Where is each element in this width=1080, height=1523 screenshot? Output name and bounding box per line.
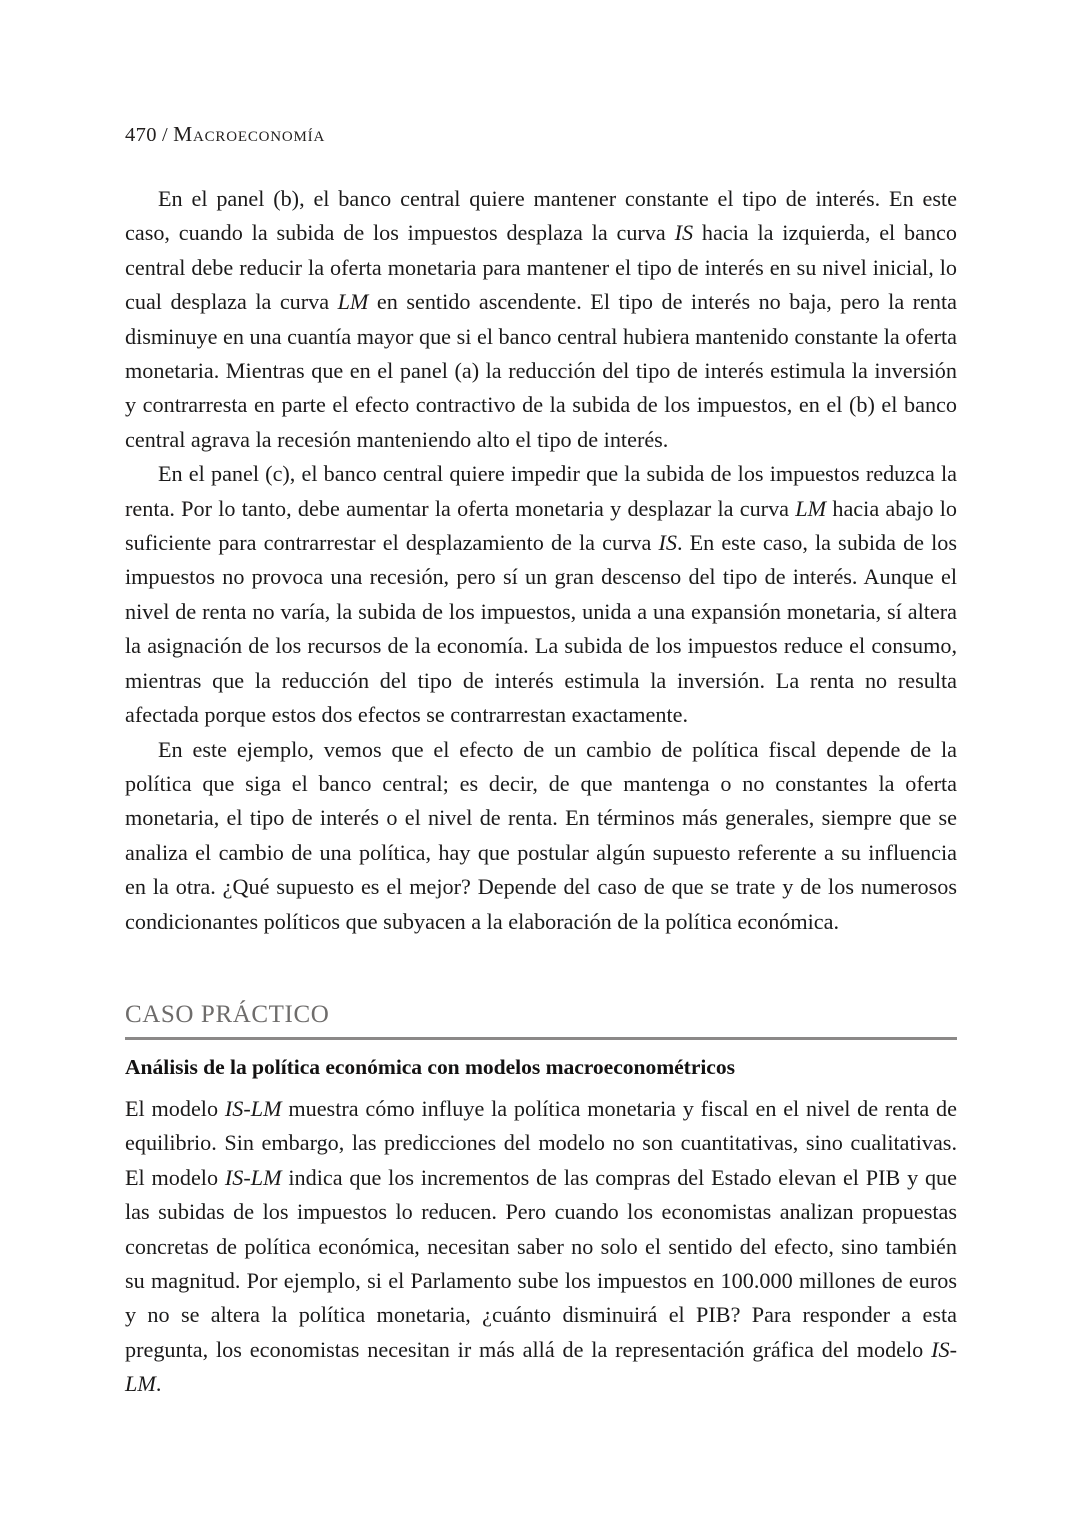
paragraph-panel-b [125, 182, 957, 457]
term-lm: LM [337, 289, 369, 315]
term-is-lm: IS-LM [125, 1336, 957, 1397]
running-head [125, 122, 325, 147]
paragraph-text: . [155, 1371, 162, 1397]
paragraph-text: En el panel (b), el banco central quiere mantener constante el tipo de interés. En este caso, cuando la subida de los impuestos desplaza la curva [125, 186, 957, 246]
term-is: IS [674, 220, 694, 246]
paragraph-text: . En este caso, la subida de los impuestos no provoca una recesión, pero sí un gran descenso del tipo de interés. Aunque el nivel de renta no varía, la subida de los impuestos, unida a una expansión monetaria, sí altera la asignación de los recursos de la economía. La subida de los impuestos reduce el consumo, mientras que la reducción del tipo de interés estimula la inversión. La renta no resulta afectada porque estos dos efectos se contrarrestan exactamente. [125, 530, 957, 728]
case-study-header [125, 1000, 957, 1081]
paragraph-text: hacia la izquierda, el banco central debe reducir la oferta monetaria para mantener el tipo de interés en su nivel inicial, lo cual desplaza la curva [125, 220, 957, 315]
case-study-title: Análisis de la política económica con modelos macroeconométricos [125, 1055, 735, 1079]
term-lm: LM [795, 495, 827, 521]
page-number: 470 [125, 124, 157, 146]
paragraph-text: En el panel (c), el banco central quiere impedir que la subida de los impuestos reduzca la renta. Por lo tanto, debe aumentar la oferta monetaria y desplazar la curva [125, 461, 957, 521]
paragraph-policy-assumptions: En este ejemplo, vemos que el efecto de un cambio de política fiscal depende de la política que siga el banco central; es decir, de que mantenga o no constantes la oferta monetaria, el tipo de interés o el nivel de renta. En términos más generales, siempre que se analiza el cambio de una política, hay que postular algún supuesto referente a su influencia en la otra. ¿Qué supuesto es el mejor? Depende del caso de que se trate y de los numerosos condicionantes políticos que subyacen a la elaboración de la política económica. [125, 736, 957, 934]
paragraph-text: muestra cómo influye la política monetaria y fiscal en el nivel de renta de equilibrio. Sin embargo, las predicciones del modelo no son cuantitativas, sino cualitativas. El modelo [125, 1096, 957, 1190]
book-title: Macroeconomía [173, 122, 326, 146]
body-text-column [125, 182, 957, 939]
paragraph-text: hacia abajo lo suficiente para contrarrestar el desplazamiento de la curva [125, 495, 957, 556]
case-study-body [125, 1092, 957, 1402]
paragraph-text: indica que los incrementos de las compras del Estado elevan el PIB y que las subidas de los impuestos lo reducen. Pero cuando los economistas analizan propuestas concretas de política económica, necesitan saber no solo el sentido del efecto, sino también su magnitud. Por ejemplo, si el Parlamento sube los impuestos en 100.000 millones de euros y no se altera la política monetaria, ¿cuánto disminuirá el PIB? Para responder a esta pregunta, los economistas necesitan ir más allá de la representación gráfica del modelo [125, 1164, 957, 1362]
term-is: IS [658, 530, 677, 556]
paragraph-panel-c [125, 457, 957, 732]
running-head-separator: / [161, 124, 169, 146]
term-is-lm: IS-LM [224, 1096, 282, 1121]
term-is-lm: IS-LM [224, 1164, 282, 1190]
paragraph-macroeconometric-models [125, 1092, 957, 1402]
horizontal-rule [125, 1037, 957, 1040]
case-study-kicker: CASO PRÁCTICO [125, 1001, 330, 1028]
paragraph-text: El modelo [125, 1096, 225, 1121]
paragraph-text: en sentido ascendente. El tipo de interés no baja, pero la renta disminuye en una cuantía mayor que si el banco central hubiera mantenido constante la oferta monetaria. Mientras que en el panel (a) la reducción del tipo de interés estimula la inversión y contrarresta en parte el efecto contractivo de la subida de los impuestos, en el (b) el banco central agrava la recesión manteniendo alto el tipo de interés. [125, 289, 958, 452]
